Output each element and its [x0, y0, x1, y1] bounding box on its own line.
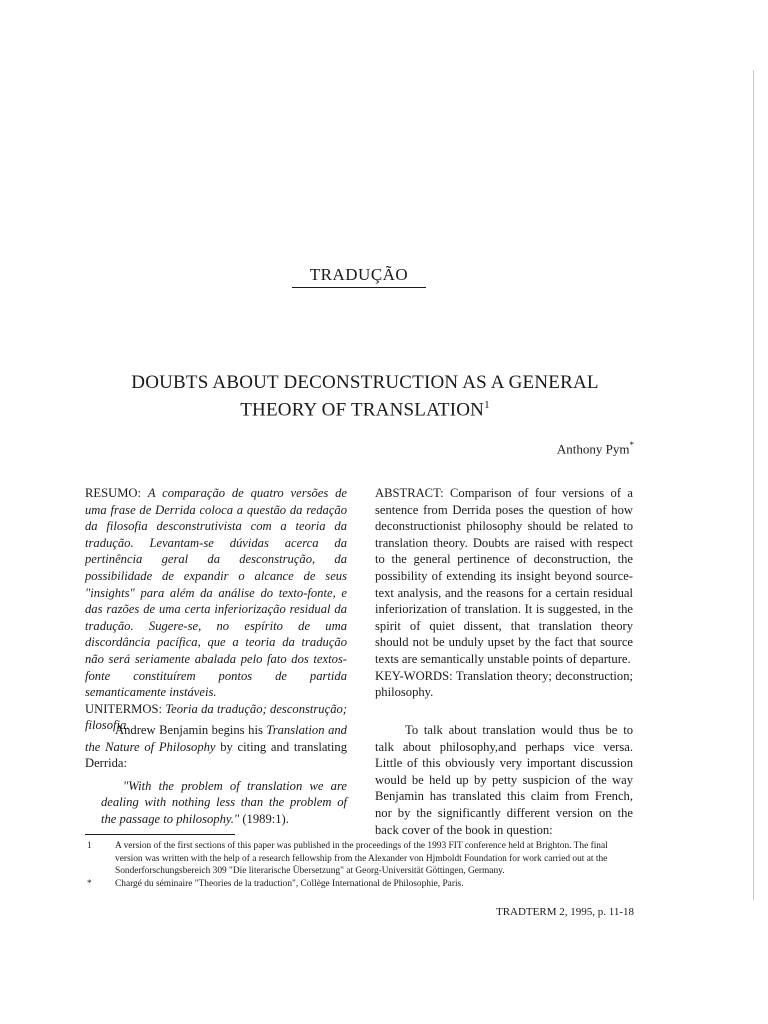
- resumo-block: [85, 485, 347, 734]
- body-paragraph-2: To talk about translation would thus be to talk about philosophy,and perhaps vice versa. Little of this obviously very important discussion would be held up by petty suspicion of the way Benjamin has translated this claim from French, nor by the significantly different version on the back cover of the book in question:: [375, 723, 633, 837]
- author-affiliation-mark: *: [629, 440, 634, 450]
- body-left-column: [85, 722, 347, 828]
- resumo-text: A comparação de quatro versões de uma frase de Derrida coloca a questão da redação da filosofia desconstrutivista com a teoria da tradução. Levantam-se dúvidas acerca da pertinência geral da desconstrução, da possibilidade de expandir o alcance de seus "insights" para além da análise do texto-fonte, e das razões de uma certa inferiorização residual da tradução. Sugere-se, no espírito de uma discordância pacífica, que a teoria da tradução não será seriamente abalada pelo fato dos textos-fonte constituírem pontos de partida semanticamente instáveis.: [85, 486, 347, 700]
- section-heading: TRADUÇÃO: [292, 265, 426, 288]
- journal-reference: TRADTERM 2, 1995, p. 11-18: [495, 906, 634, 918]
- abstract-label: ABSTRACT:: [375, 486, 444, 500]
- article-title: [95, 372, 635, 421]
- author-line: [520, 440, 634, 457]
- footnote-2-mark: *: [87, 878, 92, 889]
- keywords-text: Translation theory; deconstruction; philosophy.: [375, 668, 633, 700]
- article-title-text: DOUBTS ABOUT DECONSTRUCTION AS A GENERAL THEORY OF TRANSLATION: [131, 372, 599, 421]
- resumo-paragraph: [85, 485, 347, 701]
- body-right-column: [375, 722, 633, 838]
- footnote-rule: [85, 834, 235, 835]
- page-edge-shadow: [753, 70, 754, 900]
- keywords-paragraph: [375, 668, 633, 701]
- footnote-2: [85, 878, 635, 891]
- title-footnote-mark: 1: [484, 399, 490, 411]
- block-quote: [101, 778, 347, 828]
- unitermos-label: UNITERMOS:: [85, 701, 162, 716]
- keywords-label: KEY-WORDS:: [375, 668, 453, 683]
- footnotes: [85, 840, 635, 890]
- abstract-paragraph: [375, 485, 633, 668]
- author-name: Anthony Pym: [556, 441, 630, 457]
- body-p1-start: Andrew Benjamin begins his: [115, 723, 267, 737]
- book-title: Translation and the Nature of Philosophy: [85, 723, 347, 754]
- abstract-text: Comparison of four versions of a sentence from Derrida poses the question of how deconstructionist philosophy should be related to translation theory. Doubts are raised with respect to the general pertinence of deconstruction, the possibility of extending its insight beyond source-text analysis, and the reasons for a certain residual inferiorization of translation. It is suggested, in the spirit of quiet dissent, that translation theory should not be unduly upset by the fact that source texts are semantically unstable points of departure.: [375, 486, 633, 666]
- quote-text: "With the problem of translation we are dealing with nothing less than the problem of the passage to philosophy.": [101, 778, 347, 826]
- footnote-1-mark: 1: [87, 841, 92, 851]
- body-paragraph-1: [85, 722, 347, 772]
- abstract-block: [375, 485, 633, 701]
- body-p1-end: by citing and translating Derrida:: [85, 739, 347, 771]
- footnote-2-text: Chargé du séminaire "Theories de la traduction", Collège International de Philosophie, Paris.: [115, 878, 464, 889]
- unitermos-text: Teoria da tradução; desconstrução; filosofia.: [85, 701, 347, 733]
- footnote-1-text: A version of the first sections of this paper was published in the proceedings of the 1993 FIT conference held at Brighton. The final version was written with the help of a research fellowship from the Alexander von Hjmboldt Foundation for work carried out at the Sonderforschungsbereich 309 "Die literarische Übersetzung" at Georg-Universität Göttingen, Germany.: [115, 841, 608, 876]
- footnote-1: [85, 840, 635, 878]
- quote-reference: (1989:1).: [239, 811, 289, 826]
- resumo-label: RESUMO:: [85, 486, 141, 500]
